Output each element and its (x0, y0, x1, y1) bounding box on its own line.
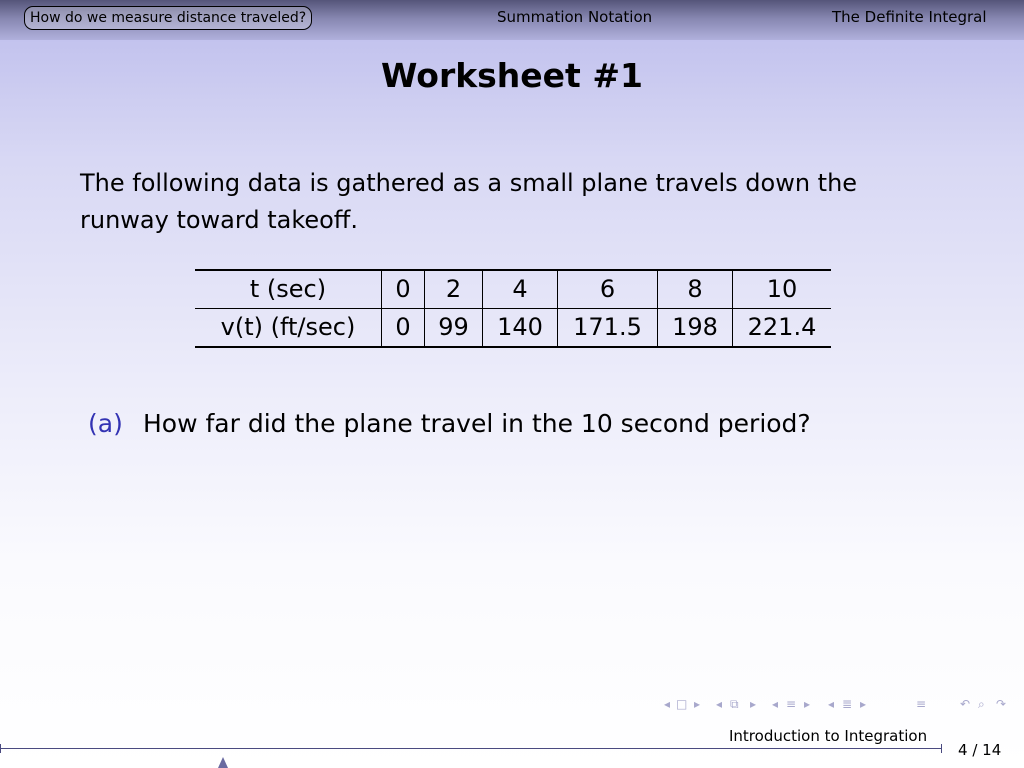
frame-icon[interactable]: □ (676, 697, 688, 711)
section-prev-icon[interactable]: ◂ (772, 697, 779, 711)
table-cell: 140 (483, 309, 558, 348)
nav-section-distance-traveled[interactable]: How do we measure distance traveled? (24, 6, 312, 30)
section-next-icon[interactable]: ▸ (804, 697, 811, 711)
page-current: 4 (958, 741, 968, 759)
align-icon[interactable]: ≡ (916, 697, 927, 711)
page-number (958, 740, 1001, 760)
table-cell: v(t) (ft/sec) (195, 309, 382, 348)
section-navigation-bar (0, 0, 1024, 40)
table-cell: 4 (483, 270, 558, 309)
search-icon[interactable]: ⌕ (978, 697, 985, 711)
beamer-navigation-controls (660, 694, 1022, 714)
page-total: 14 (982, 741, 1002, 759)
table-cell: 171.5 (558, 309, 658, 348)
section-icon[interactable]: ≡ (786, 697, 797, 711)
outline-icon[interactable]: ≣ (842, 697, 853, 711)
frame-next-icon[interactable]: ▸ (694, 697, 701, 711)
table-cell: 2 (425, 270, 483, 309)
table-cell: 8 (658, 270, 733, 309)
progress-end-tick (941, 744, 942, 753)
search-back-icon[interactable]: ↶ (960, 697, 971, 711)
table-cell: 0 (382, 270, 425, 309)
subsection-prev-icon[interactable]: ◂ (716, 697, 723, 711)
table-cell: 198 (658, 309, 733, 348)
table-cell: 0 (382, 309, 425, 348)
outline-next-icon[interactable]: ▸ (860, 697, 867, 711)
presentation-title: Introduction to Integration (729, 727, 928, 745)
progress-marker (218, 757, 228, 768)
slide-title: Worksheet #1 (381, 56, 643, 95)
search-forward-icon[interactable]: ↷ (996, 697, 1007, 711)
nav-section-summation-notation[interactable]: Summation Notation (497, 8, 653, 26)
frame-prev-icon[interactable]: ◂ (664, 697, 671, 711)
subsection-next-icon[interactable]: ▸ (750, 697, 757, 711)
table-row-time (195, 270, 831, 309)
intro-text: The following data is gathered as a small plane travels down the runway toward takeoff. (80, 169, 858, 234)
nav-section-definite-integral[interactable]: The Definite Integral (832, 8, 987, 26)
table-row-velocity (195, 309, 831, 348)
slide-progress-line (0, 748, 942, 749)
table-cell: 99 (425, 309, 483, 348)
table-cell: 221.4 (733, 309, 832, 348)
question-label: (a) (88, 409, 123, 438)
table-cell: 10 (733, 270, 832, 309)
progress-start-tick (0, 744, 1, 753)
page-separator: / (972, 741, 978, 759)
table-cell: t (sec) (195, 270, 382, 309)
table-cell: 6 (558, 270, 658, 309)
question-text: How far did the plane travel in the 10 second period? (143, 409, 811, 438)
velocity-table (195, 269, 831, 348)
subsection-icon[interactable]: ⧉ (730, 697, 739, 711)
outline-prev-icon[interactable]: ◂ (828, 697, 835, 711)
